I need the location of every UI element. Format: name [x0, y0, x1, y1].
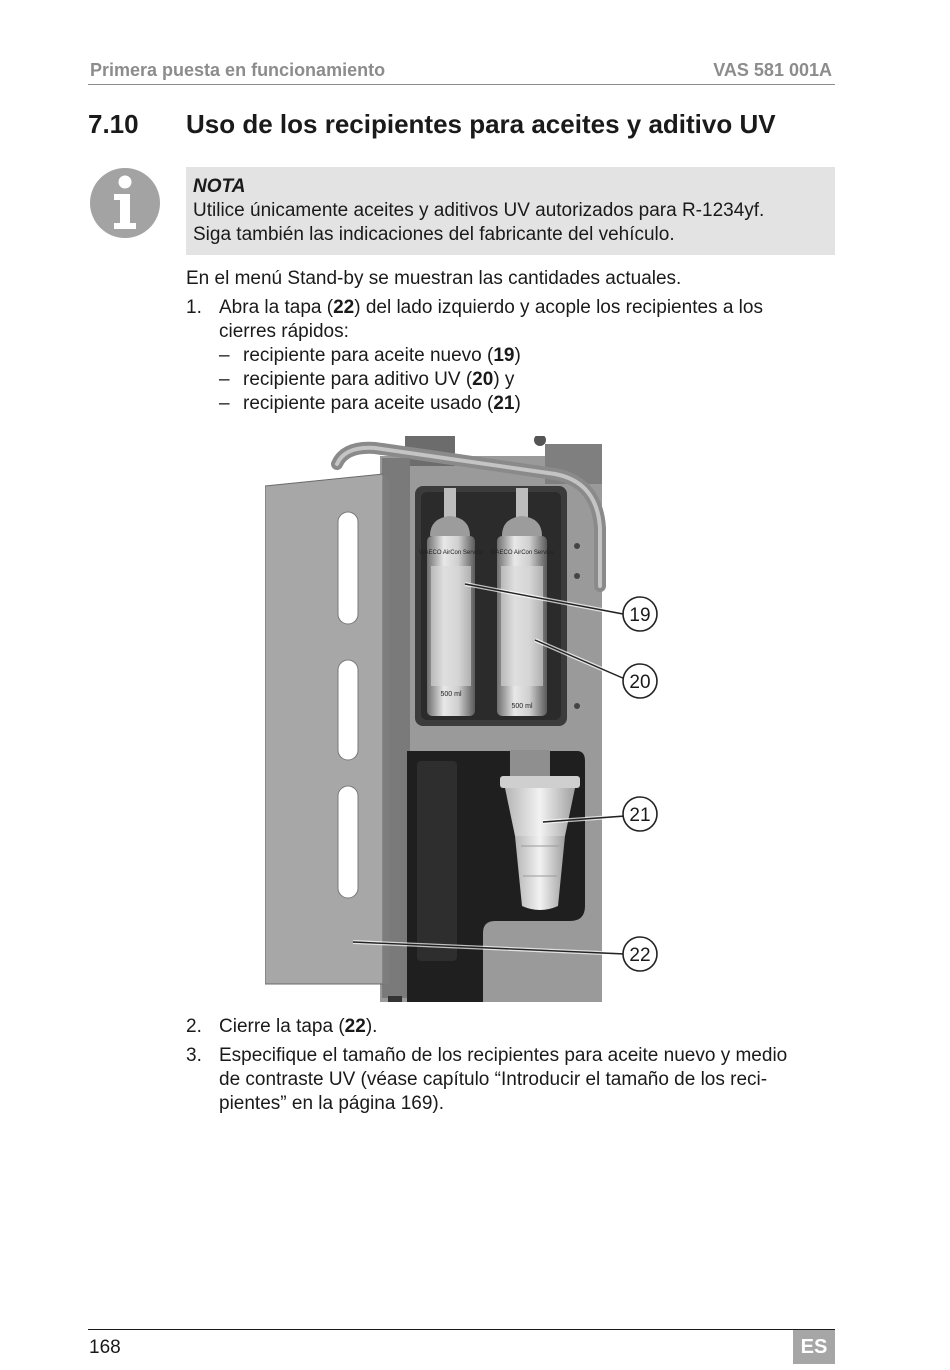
callout-21-label: 21	[629, 805, 651, 826]
running-header-model: VAS 581 001A	[713, 60, 832, 80]
can-2-volume: 500 ml	[511, 703, 533, 710]
running-header-chapter: Primera puesta en funcionamiento	[90, 60, 386, 80]
side-lid	[265, 474, 402, 1002]
step-2-text: Cierre la tapa (22).	[219, 1016, 378, 1037]
step-1-number: 1.	[186, 297, 202, 318]
section-number: 7.10	[88, 109, 139, 139]
note-box	[186, 167, 835, 255]
step-3-line-2: de contraste UV (véase capítulo “Introducir el tamaño de los reci-	[219, 1069, 768, 1090]
note-title: NOTA	[193, 176, 246, 197]
callout-20	[623, 664, 657, 698]
note-line-1: Utilice únicamente aceites y aditivos UV autorizados para R-1234yf.	[193, 200, 765, 221]
header-rule	[88, 84, 835, 85]
step-2-number: 2.	[186, 1016, 202, 1037]
step-3-number: 3.	[186, 1045, 202, 1066]
callout-22-label: 22	[629, 945, 651, 966]
step-1-line-1: Abra la tapa (22) del lado izquierdo y acople los recipientes a los	[219, 297, 763, 318]
footer-rule	[88, 1329, 835, 1330]
bullet-dash: –	[219, 345, 230, 366]
service-station-figure	[265, 436, 665, 1002]
section-title: Uso de los recipientes para aceites y aditivo UV	[186, 109, 776, 139]
can-2-brand: WAECO AirCon Service	[490, 550, 554, 556]
callout-19	[623, 597, 657, 631]
intro-text: En el menú Stand-by se muestran las cantidades actuales.	[186, 268, 682, 289]
bullet-used-oil: recipiente para aceite usado (21)	[243, 393, 521, 414]
can-1-brand: WAECO AirCon Service	[419, 550, 483, 556]
callout-20-label: 20	[629, 672, 651, 693]
step-3-line-1: Especifique el tamaño de los recipientes para aceite nuevo y medio	[219, 1045, 788, 1066]
callout-22	[623, 937, 657, 971]
bullet-uv-additive: recipiente para aditivo UV (20) y	[243, 369, 515, 390]
callout-19-label: 19	[629, 605, 651, 626]
info-icon	[89, 167, 161, 239]
language-badge: ES	[793, 1330, 835, 1364]
bullet-dash: –	[219, 393, 230, 414]
ref-22: 22	[333, 297, 355, 318]
step-3-line-3: pientes” en la página 169).	[219, 1093, 444, 1114]
page-number: 168	[89, 1337, 121, 1358]
bullet-new-oil: recipiente para aceite nuevo (19)	[243, 345, 521, 366]
can-1-volume: 500 ml	[440, 691, 462, 698]
callout-21	[623, 797, 657, 831]
bullet-dash: –	[219, 369, 230, 390]
step-1-line-2: cierres rápidos:	[219, 321, 349, 342]
note-line-2: Siga también las indicaciones del fabricante del vehículo.	[193, 224, 675, 245]
